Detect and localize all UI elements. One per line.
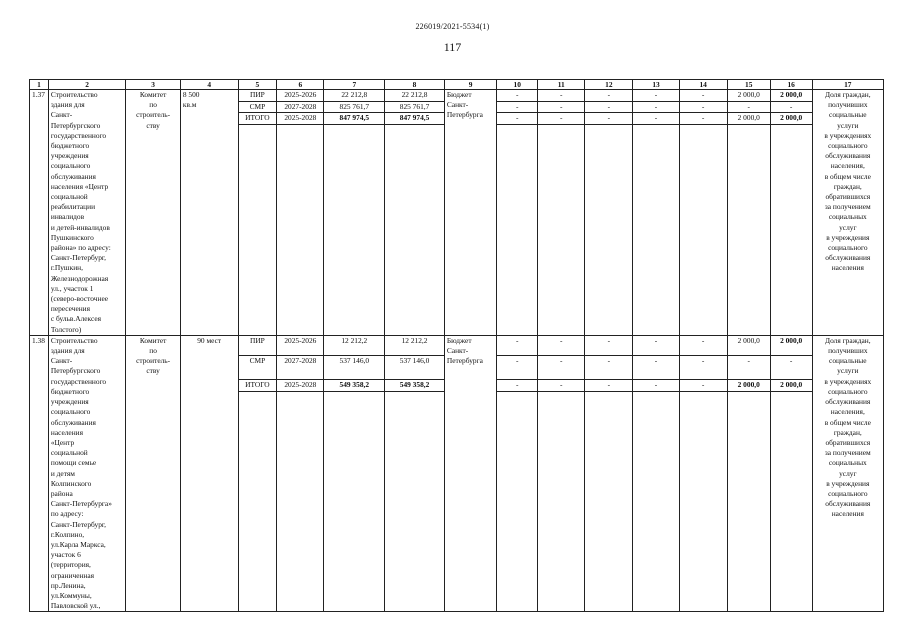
empty-cell — [238, 124, 277, 335]
year-value: - — [538, 335, 585, 355]
column-header: 4 — [180, 80, 238, 90]
column-header: 17 — [812, 80, 883, 90]
empty-cell — [538, 124, 585, 335]
empty-cell — [679, 391, 727, 612]
column-header: 3 — [126, 80, 180, 90]
year-value: - — [585, 380, 633, 391]
empty-cell — [633, 391, 679, 612]
empty-cell — [324, 391, 385, 612]
year-value: - — [679, 380, 727, 391]
empty-cell — [385, 391, 445, 612]
year-value: - — [497, 90, 538, 102]
column-header: 8 — [385, 80, 445, 90]
year-value: - — [497, 335, 538, 355]
year-value: - — [585, 356, 633, 380]
remaining-cost: 847 974,5 — [385, 113, 445, 124]
stage: ИТОГО — [238, 380, 277, 391]
stage: СМР — [238, 102, 277, 113]
year-value: - — [679, 102, 727, 113]
year-value: - — [633, 356, 679, 380]
year-value: - — [633, 102, 679, 113]
total-cost: 549 358,2 — [324, 380, 385, 391]
remaining-cost: 549 358,2 — [385, 380, 445, 391]
column-header: 10 — [497, 80, 538, 90]
year-value: - — [633, 380, 679, 391]
capacity: 90 мест — [180, 335, 238, 611]
year-value: - — [770, 102, 812, 113]
empty-cell — [770, 124, 812, 335]
total-cost: 12 212,2 — [324, 335, 385, 355]
year-value: - — [497, 356, 538, 380]
empty-cell — [585, 124, 633, 335]
year-value: 2 000,0 — [727, 113, 770, 124]
empty-cell — [238, 391, 277, 612]
total-cost: 825 761,7 — [324, 102, 385, 113]
year-value: - — [633, 113, 679, 124]
column-header: 15 — [727, 80, 770, 90]
empty-cell — [538, 391, 585, 612]
table-row — [30, 90, 884, 102]
year-value: - — [538, 356, 585, 380]
column-header: 2 — [48, 80, 126, 90]
empty-cell — [497, 124, 538, 335]
customer: Комитет по строитель- ству — [126, 90, 180, 336]
column-header: 5 — [238, 80, 277, 90]
year-value: - — [585, 335, 633, 355]
year-value: - — [633, 90, 679, 102]
total-cost: 537 146,0 — [324, 356, 385, 380]
remaining-cost: 537 146,0 — [385, 356, 445, 380]
year-value: 2 000,0 — [727, 335, 770, 355]
year-value: - — [497, 102, 538, 113]
remaining-cost: 825 761,7 — [385, 102, 445, 113]
year-value: 2 000,0 — [770, 113, 812, 124]
empty-cell — [585, 391, 633, 612]
year-value: - — [679, 113, 727, 124]
period: 2025-2028 — [277, 113, 324, 124]
column-header: 14 — [679, 80, 727, 90]
column-header: 9 — [444, 80, 496, 90]
empty-cell — [497, 391, 538, 612]
empty-cell — [770, 391, 812, 612]
year-value: - — [727, 356, 770, 380]
year-value: - — [679, 335, 727, 355]
table-row — [30, 335, 884, 355]
year-value: - — [633, 335, 679, 355]
period: 2025-2026 — [277, 335, 324, 355]
stage: ПИР — [238, 335, 277, 355]
year-value: - — [679, 356, 727, 380]
column-number-row — [30, 80, 884, 90]
empty-cell — [633, 124, 679, 335]
year-value: - — [679, 90, 727, 102]
capacity: 8 500 кв.м — [180, 90, 238, 336]
year-value: 2 000,0 — [770, 380, 812, 391]
empty-cell — [727, 124, 770, 335]
empty-cell — [679, 124, 727, 335]
year-value: - — [727, 102, 770, 113]
investment-table — [29, 79, 884, 612]
year-value: - — [538, 380, 585, 391]
row-number: 1.38 — [30, 335, 49, 611]
empty-cell — [277, 391, 324, 612]
year-value: 2 000,0 — [770, 90, 812, 102]
row-number: 1.37 — [30, 90, 49, 336]
year-value: - — [497, 113, 538, 124]
year-value: - — [585, 102, 633, 113]
year-value: 2 000,0 — [727, 380, 770, 391]
year-value: - — [538, 102, 585, 113]
column-header: 16 — [770, 80, 812, 90]
total-cost: 847 974,5 — [324, 113, 385, 124]
column-header: 13 — [633, 80, 679, 90]
column-header: 7 — [324, 80, 385, 90]
funding-source: Бюджет Санкт- Петербурга — [444, 335, 496, 611]
remaining-cost: 22 212,8 — [385, 90, 445, 102]
column-header: 1 — [30, 80, 49, 90]
column-header: 6 — [277, 80, 324, 90]
year-value: - — [538, 90, 585, 102]
year-value: - — [497, 380, 538, 391]
remaining-cost: 12 212,2 — [385, 335, 445, 355]
empty-cell — [277, 124, 324, 335]
period: 2027-2028 — [277, 102, 324, 113]
year-value: 2 000,0 — [727, 90, 770, 102]
empty-cell — [324, 124, 385, 335]
total-cost: 22 212,8 — [324, 90, 385, 102]
year-value: 2 000,0 — [770, 335, 812, 355]
object-name: Строительство здания для Санкт- Петербургского государственного бюджетного учреждения социального обслуживания населения «Центр социальной помощи семье и детям Колпинского района Санкт-Петербурга» по адресу: Санкт-Петербург, г.Колпино, ул.Карла Маркса, участок 6 (территория, ограниченная пр.Ленина, ул.Коммуны, Павловской ул., — [48, 335, 126, 611]
column-header: 12 — [585, 80, 633, 90]
stage: ПИР — [238, 90, 277, 102]
page-number: 117 — [443, 40, 462, 54]
year-value: - — [585, 90, 633, 102]
object-name: Строительство здания для Санкт- Петербургского государственного бюджетного учреждения социального обслуживания населения «Центр социальной реабилитации инвалидов и детей-инвалидов Пушкинского района» по адресу: Санкт-Петербург, г.Пушкин, Железнодорожная ул., участок 1 (северо-восточнее пересечения с бульв.Алексея Толстого) — [48, 90, 126, 336]
period: 2027-2028 — [277, 356, 324, 380]
period: 2025-2026 — [277, 90, 324, 102]
stage: СМР — [238, 356, 277, 380]
empty-cell — [385, 124, 445, 335]
year-value: - — [538, 113, 585, 124]
customer: Комитет по строитель- ству — [126, 335, 180, 611]
target-indicator: Доля граждан, получивших социальные услуги в учреждениях социального обслуживания населения, в общем числе граждан, обратившихся за получением социальных услуг в учреждения социального обслуживания населения — [812, 90, 883, 336]
stage: ИТОГО — [238, 113, 277, 124]
document-number: 226019/2021-5534(1) — [415, 22, 490, 31]
target-indicator: Доля граждан, получивших социальные услуги в учреждениях социального обслуживания населения, в общем числе граждан, обратившихся за получением социальных услуг в учреждения социального обслуживания населения — [812, 335, 883, 611]
empty-cell — [727, 391, 770, 612]
column-header: 11 — [538, 80, 585, 90]
funding-source: Бюджет Санкт- Петербурга — [444, 90, 496, 336]
year-value: - — [585, 113, 633, 124]
period: 2025-2028 — [277, 380, 324, 391]
year-value: - — [770, 356, 812, 380]
